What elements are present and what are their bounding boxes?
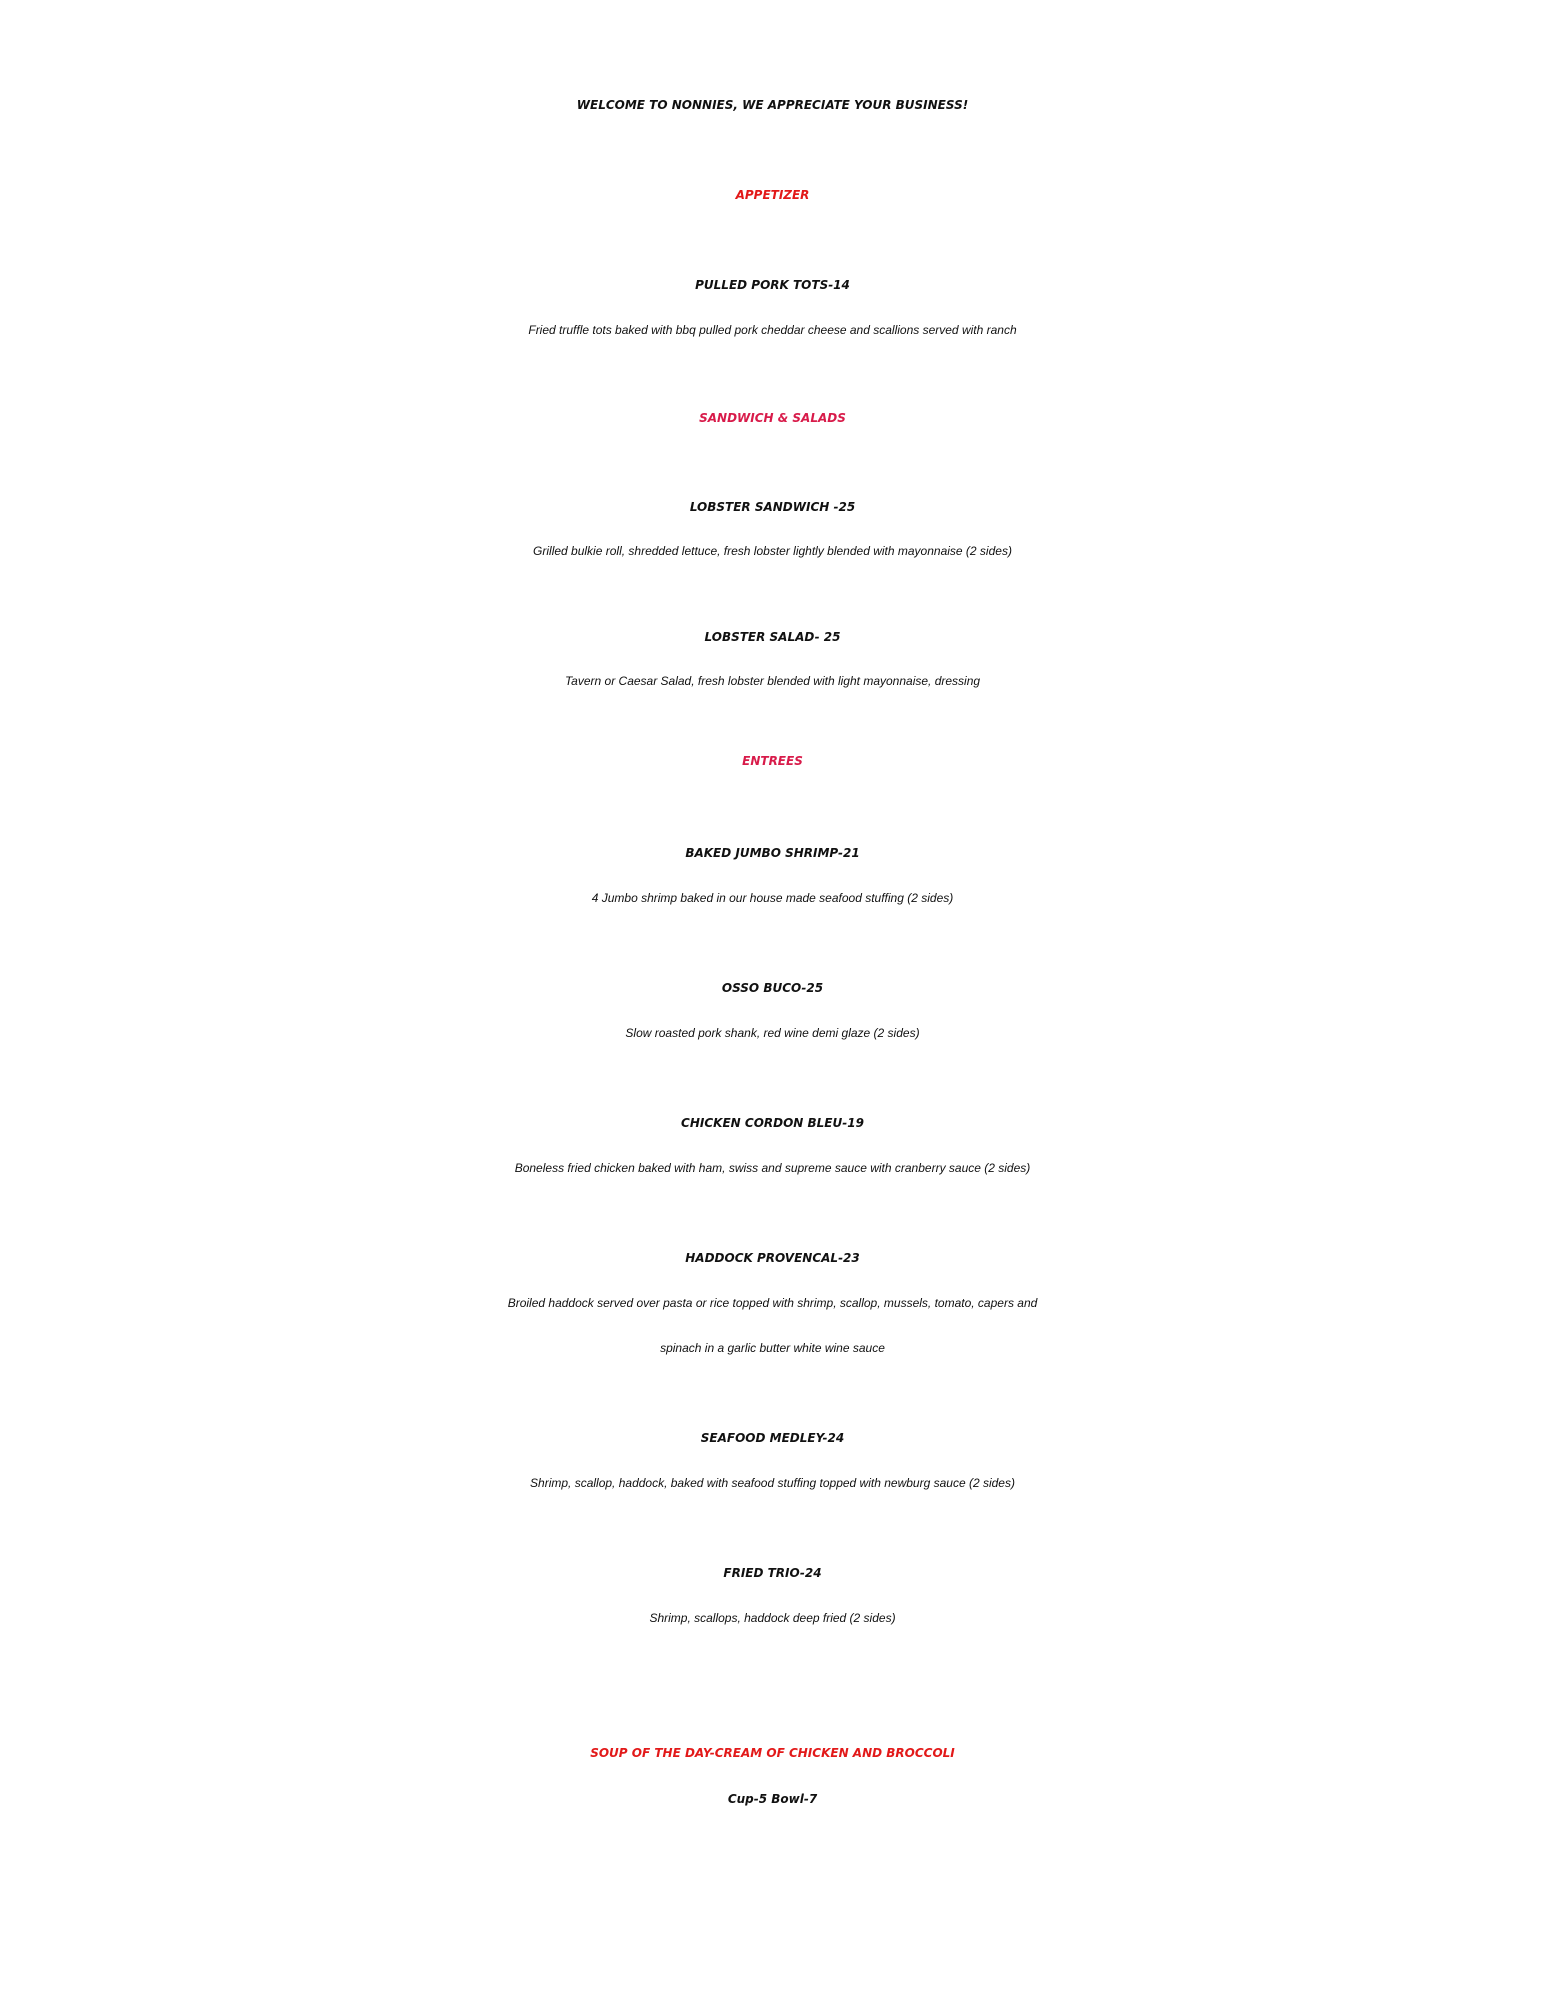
section-title-appetizer: APPETIZER — [735, 188, 810, 202]
menu-item-description-line-2: spinach in a garlic butter white wine sauce — [660, 1341, 885, 1355]
menu-item-description: Shrimp, scallop, haddock, baked with seafood stuffing topped with newburg sauce (2 sides) — [530, 1476, 1015, 1490]
menu-item-name: PULLED PORK TOTS-14 — [695, 278, 850, 292]
menu-item-description: Fried truffle tots baked with bbq pulled pork cheddar cheese and scallions served with ranch — [528, 323, 1017, 337]
menu-item-name: LOBSTER SANDWICH -25 — [689, 500, 856, 514]
menu-item-description: Tavern or Caesar Salad, fresh lobster blended with light mayonnaise, dressing — [564, 674, 981, 688]
menu-item-name: CHICKEN CORDON BLEU-19 — [681, 1116, 864, 1130]
soup-price: Cup-5 Bowl-7 — [727, 1792, 818, 1806]
menu-item-description-line-1: Broiled haddock served over pasta or rice topped with shrimp, scallop, mussels, tomato, capers and — [507, 1296, 1038, 1310]
menu-item-name: HADDOCK PROVENCAL-23 — [685, 1251, 860, 1265]
section-title-entrees: ENTREES — [742, 754, 803, 768]
menu-item-name: SEAFOOD MEDLEY-24 — [700, 1431, 845, 1445]
menu-item-description: 4 Jumbo shrimp baked in our house made seafood stuffing (2 sides) — [591, 891, 954, 905]
menu-item-name: BAKED JUMBO SHRIMP-21 — [685, 846, 860, 860]
menu-item-description: Slow roasted pork shank, red wine demi glaze (2 sides) — [625, 1026, 920, 1040]
section-title-sandwich-salads: SANDWICH & SALADS — [699, 411, 846, 425]
soup-of-the-day-title: SOUP OF THE DAY-CREAM OF CHICKEN AND BROCCOLI — [590, 1746, 955, 1760]
menu-item-name: OSSO BUCO-25 — [721, 981, 824, 995]
menu-item-name: FRIED TRIO-24 — [723, 1566, 822, 1580]
welcome-heading: WELCOME TO NONNIES, WE APPRECIATE YOUR BUSINESS! — [576, 98, 969, 112]
menu-item-description: Boneless fried chicken baked with ham, swiss and supreme sauce with cranberry sauce (2 sides) — [514, 1161, 1031, 1175]
menu-item-description: Grilled bulkie roll, shredded lettuce, fresh lobster lightly blended with mayonnaise (2 sides) — [533, 544, 1012, 558]
menu-item-name: LOBSTER SALAD- 25 — [704, 630, 841, 644]
menu-item-description: Shrimp, scallops, haddock deep fried (2 sides) — [649, 1611, 896, 1625]
